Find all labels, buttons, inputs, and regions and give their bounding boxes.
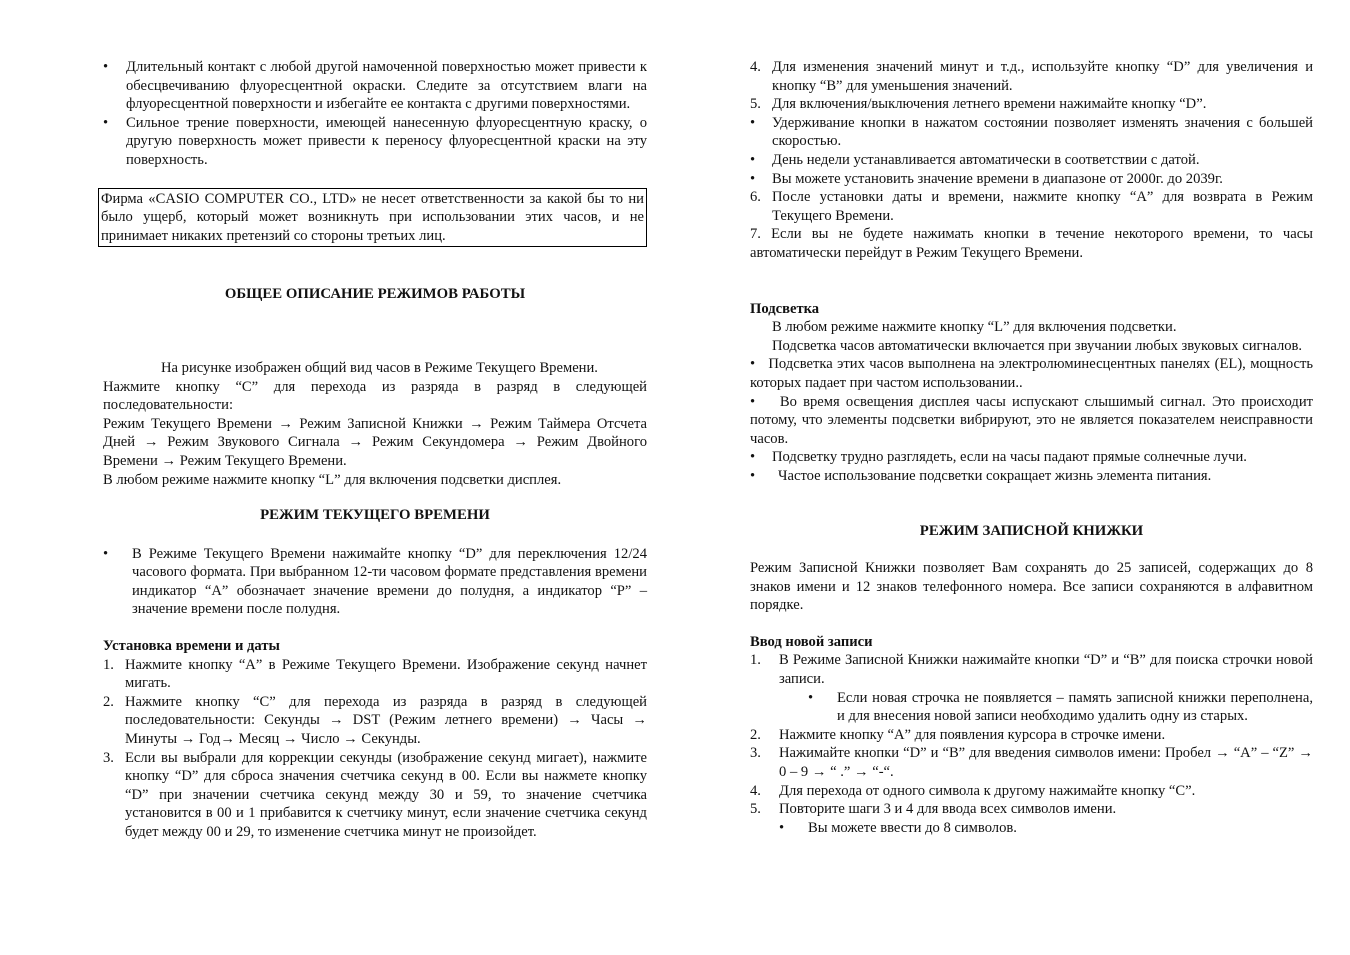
item-number: 3.	[103, 749, 114, 766]
item-number: 1.	[750, 652, 761, 669]
paragraph: Подсветка часов автоматически включается при звучании любых звуковых сигналов.	[772, 337, 1303, 354]
item-mark: •	[750, 170, 756, 187]
item-text: Повторите шаги 3 и 4 для ввода всех символов имени.	[779, 801, 1117, 818]
item-text: Нажимайте кнопки “D” и “B” для введения символов имени: Пробел → “A” – “Z” → 0 – 9 → “ .” → “-“.	[779, 745, 1313, 780]
sub-bullet-item	[750, 819, 1313, 838]
numbered-item	[103, 749, 647, 842]
item-number: 4.	[750, 782, 761, 799]
bullet-text: Если новая строчка не появляется – память записной книжки переполнена, и для внесения новой записи необходимо удалить одну из старых.	[837, 689, 1313, 725]
bullet-item	[750, 467, 1313, 486]
bullet-text: Частое использование подсветки сокращает жизнь элемента питания.	[778, 467, 1212, 484]
list-item	[750, 95, 1313, 114]
disclaimer-box	[98, 188, 647, 248]
subsection-heading: Подсветка	[750, 300, 820, 317]
bullet-item	[103, 545, 647, 619]
paragraph: Режим Записной Книжки позволяет Вам сохранять до 25 записей, содержащих до 8 знаков имени и 12 знаков телефонного номера. Все записи сохраняются в алфавитном порядке.	[750, 560, 1313, 614]
bullet-paragraph	[750, 355, 1313, 392]
paragraph: Режим Текущего Времени → Режим Записной Книжки → Режим Таймера Отсчета Дней → Режим Звукового Сигнала → Режим Секундомера → Режим Двойного Времени → Режим Текущего Времени.	[103, 415, 647, 469]
bullet-mark: •	[103, 545, 109, 562]
bullet-item	[103, 114, 647, 170]
list-item	[750, 114, 1313, 151]
item-number: 5.	[750, 801, 761, 818]
bullet-text: В Режиме Текущего Времени нажимайте кнопку “D” для переключения 12/24 часового формата. При выбранном 12-ти часовом формате представления времени индикатор “A” обозначает значение времени до полудня, а индикатор “P” – значение времени после полудня.	[132, 545, 647, 618]
numbered-item	[750, 651, 1313, 688]
item-number: 1.	[103, 656, 114, 673]
bullet-mark: •	[808, 689, 814, 706]
list-item	[750, 188, 1313, 225]
numbered-item	[103, 656, 647, 693]
item-text: Для включения/выключения летнего времени нажимайте кнопку “D”.	[772, 96, 1207, 113]
item-text: После установки даты и времени, нажмите кнопку “A” для возврата в Режим Текущего Времени.	[772, 189, 1313, 224]
bullet-mark: •	[103, 59, 109, 75]
item-mark: 4.	[750, 59, 761, 75]
bullet-mark: •	[750, 356, 769, 373]
sub-bullet-item	[750, 689, 1313, 726]
item-mark: •	[750, 114, 756, 131]
paragraph: В любом режиме нажмите кнопку “L” для включения подсветки дисплея.	[103, 471, 562, 488]
bullet-mark: •	[103, 114, 109, 131]
bullet-text: Длительный контакт с любой другой намоченной поверхностью может привести к обесцвечиванию флуоресцентной окраски. Следите за отсутствием влаги на флуоресцентной поверхности и избегайте ее контакта с другими поверхностями.	[126, 59, 647, 113]
item-text: День недели устанавливается автоматически в соответствии с датой.	[772, 151, 1200, 168]
bullet-item	[103, 58, 647, 114]
item-mark: 5.	[750, 96, 761, 113]
item-text: Удерживание кнопки в нажатом состоянии позволяет изменять значения с большей скоростью.	[772, 114, 1313, 150]
bullet-paragraph	[750, 393, 1313, 449]
list-item	[750, 58, 1313, 95]
left-column	[103, 58, 647, 842]
paragraph: 7. Если вы не будете нажимать кнопки в течение некоторого времени, то часы автоматически перейдут в Режим Текущего Времени.	[750, 226, 1313, 261]
numbered-item	[103, 693, 647, 749]
bullet-mark: •	[750, 393, 780, 410]
list-item	[750, 151, 1313, 170]
bullet-item	[750, 448, 1313, 467]
paragraph: На рисунке изображен общий вид часов в Режиме Текущего Времени.	[161, 359, 598, 376]
subsection-heading: Установка времени и даты	[103, 638, 280, 655]
item-mark: 6.	[750, 189, 761, 206]
item-number: 2.	[750, 726, 761, 743]
bullet-text: Во время освещения дисплея часы испускают слышимый сигнал. Это происходит потому, что элементы подсветки вибрируют, это не является показателем неисправности часов.	[750, 393, 1314, 447]
paragraph: Нажмите кнопку “C” для перехода из разряда в разряд в следующей последовательности:	[103, 378, 647, 414]
item-text: Нажмите кнопку “A” для появления курсора в строчке имени.	[779, 726, 1166, 743]
paragraph: В любом режиме нажмите кнопку “L” для включения подсветки.	[772, 319, 1177, 336]
numbered-item	[750, 744, 1313, 781]
section-heading: ОБЩЕЕ ОПИСАНИЕ РЕЖИМОВ РАБОТЫ	[224, 286, 526, 303]
numbered-item	[750, 726, 1313, 745]
item-text: Нажмите кнопку “C” для перехода из разряда в разряд в следующей последовательности: Секунды → DST (Режим летнего времени) → Часы → Минуты → Год→ Месяц → Число → Секунды.	[125, 693, 647, 748]
bullet-text: Подсветку трудно разглядеть, если на часы падают прямые солнечные лучи.	[772, 449, 1247, 466]
item-number: 2.	[103, 693, 114, 710]
list-item	[750, 170, 1313, 189]
item-text: Вы можете установить значение времени в диапазоне от 2000г. до 2039г.	[772, 170, 1223, 187]
bullet-text: Вы можете ввести до 8 символов.	[808, 819, 1017, 836]
bullet-text: Подсветка этих часов выполнена на электролюминесцентных панелях (EL), мощность которых падает при частом использовании..	[750, 356, 1314, 391]
numbered-item	[750, 782, 1313, 801]
item-text: Нажмите кнопку “A” в Режиме Текущего Времени. Изображение секунд начнет мигать.	[125, 656, 647, 692]
item-text: Для перехода от одного символа к другому нажимайте кнопку “C”.	[779, 782, 1196, 799]
disclaimer-text: Фирма «CASIO COMPUTER CO., LTD» не несет ответственности за какой бы то ни было ущерб, который может возникнуть при использовании этих часов, и не принимает никаких претензий со стороны третьих лиц.	[101, 190, 644, 244]
bullet-text: Сильное трение поверхности, имеющей нанесенную флуоресцентную краску, о другую поверхность может привести к переносу флуоресцентной краски на эту поверхность.	[126, 114, 647, 168]
section-heading: РЕЖИМ ТЕКУЩЕГО ВРЕМЕНИ	[260, 507, 490, 524]
right-column	[750, 58, 1313, 837]
numbered-item	[750, 800, 1313, 819]
item-text: Если вы выбрали для коррекции секунды (изображение секунд мигает), нажмите кнопку “D” для сброса значения счетчика секунд в 00. Если вы нажмете кнопку “D” при значении счетчика секунд между 30 и 59, то значение счетчика установится в 00 и 1 прибавится к счетчику минут, если значение счетчика секунд будет между 00 и 29, то изменение счетчика минут не произойдет.	[125, 749, 647, 840]
bullet-mark: •	[750, 449, 756, 466]
item-text: Для изменения значений минут и т.д., используйте кнопку “D” для увеличения и кнопку “B” для уменьшения значений.	[772, 59, 1313, 94]
item-text: В Режиме Записной Книжки нажимайте кнопки “D” и “B” для поиска строчки новой записи.	[779, 652, 1313, 688]
item-number: 3.	[750, 745, 761, 762]
subsection-heading: Ввод новой записи	[750, 633, 873, 650]
bullet-mark: •	[750, 467, 756, 484]
section-heading: РЕЖИМ ЗАПИСНОЙ КНИЖКИ	[919, 523, 1144, 540]
bullet-mark: •	[779, 819, 785, 836]
item-mark: •	[750, 151, 756, 168]
